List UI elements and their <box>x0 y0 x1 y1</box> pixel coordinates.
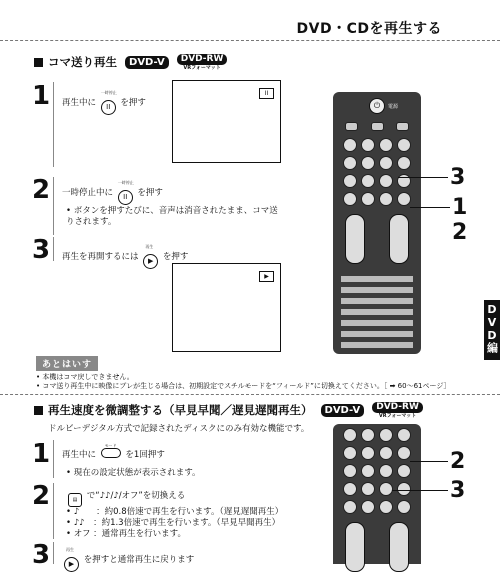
screen-play-illustration <box>172 263 281 352</box>
step1-number: 1 <box>32 81 51 111</box>
remote-control-illustration: ⏻ 電源 <box>333 92 421 354</box>
dvd-rw-badge: DVD-RW VRフォーマット <box>177 54 228 71</box>
s2-callout-2: 2 <box>450 449 466 474</box>
s2-step2-line <box>53 483 54 539</box>
s2-step2-bullet-1: • ♪ ：約0.8倍速で再生を行います。（遅見遅聞再生） <box>66 507 284 517</box>
notes-label: あとはいす <box>36 356 98 371</box>
square-bullet-icon <box>34 406 43 415</box>
s2-step1-bullet: • 現在の設定状態が表示されます。 <box>66 468 201 478</box>
step2-line <box>53 177 54 235</box>
step2-number: 2 <box>32 175 51 205</box>
s2-step3-line <box>53 542 54 564</box>
square-bullet-icon <box>34 58 43 67</box>
step3-instruction: 再生を再開するには 再生 ▶ を押す <box>62 250 188 269</box>
callout-2: 2 <box>452 220 468 245</box>
step2-instruction: 一時停止中に 一時停止 II を押す <box>62 186 163 205</box>
note-item-2: • コマ送り再生中に映像にブレが生じる場合は、初期設定でスチルモードを“フィールド”に切換えてください。［ ➡ 60〜61ページ］ <box>36 382 451 390</box>
play-icon: ▶ <box>259 271 274 282</box>
step2-bullet: • ボタンを押すたびに、音声は消音されたまま、コマ送りされます。 <box>66 206 278 227</box>
mode-button-icon <box>101 448 121 458</box>
s2-step3-instruction: 再生 ▶ を押すと通常再生に戻ります <box>62 553 194 572</box>
s2-step3-number: 3 <box>32 540 51 570</box>
s2-step2-instruction: ▤ で“♪♪/♪/オフ”を切換える <box>66 489 185 507</box>
step1-line <box>53 82 54 167</box>
dvd-section-tab: DVD編 <box>484 300 500 360</box>
pause-button-icon: II <box>101 100 116 115</box>
s2-step1-number: 1 <box>32 439 51 469</box>
play-button-icon: ▶ <box>143 254 158 269</box>
s2-step2-bullet-3: • オフ ：通常再生を行います。 <box>66 529 186 539</box>
section1-title: コマ送り再生 DVD-V DVD-RW VRフォーマット <box>34 54 227 71</box>
screen-pause-illustration <box>172 80 281 163</box>
s2-step1-line <box>53 440 54 478</box>
header-divider <box>0 40 500 41</box>
page-header-title: DVD・CDを再生する <box>296 21 442 37</box>
setting-button-icon: ▤ <box>68 493 82 507</box>
step3-line <box>53 237 54 261</box>
dvd-rw-badge: DVD-RW VRフォーマット <box>372 402 423 419</box>
notes-divider <box>0 394 500 395</box>
remote-control-illustration-2 <box>333 424 421 564</box>
section2-title: 再生速度を微調整する（早見早聞／遅見遅聞再生） DVD-V DVD-RW VRフォーマット <box>34 402 423 419</box>
callout-3: 3 <box>450 165 466 190</box>
callout-1: 1 <box>452 195 468 220</box>
section2-intro: ドルビーデジタル方式で記録されたディスクにのみ有効な機能です。 <box>48 424 310 434</box>
s2-callout-3: 3 <box>450 478 466 503</box>
step1-instruction: 再生中に 一時停止 II を押す <box>62 96 146 115</box>
power-icon: ⏻ <box>369 98 385 114</box>
s2-step2-bullet-2: • ♪♪ ：約1.3倍速で再生を行います。（早見早聞再生） <box>66 518 281 528</box>
pause-icon: II <box>259 88 274 99</box>
play-button-icon: ▶ <box>64 557 79 572</box>
dvd-video-badge: DVD-V <box>321 404 365 417</box>
note-item-1: • 本機はコマ戻しできません。 <box>36 373 134 381</box>
pause-button-icon: II <box>118 190 133 205</box>
step3-number: 3 <box>32 235 51 265</box>
s2-step1-instruction: 再生中に モード を1回押す <box>62 443 165 460</box>
s2-step2-number: 2 <box>32 481 51 511</box>
dvd-video-badge: DVD-V <box>125 56 169 69</box>
